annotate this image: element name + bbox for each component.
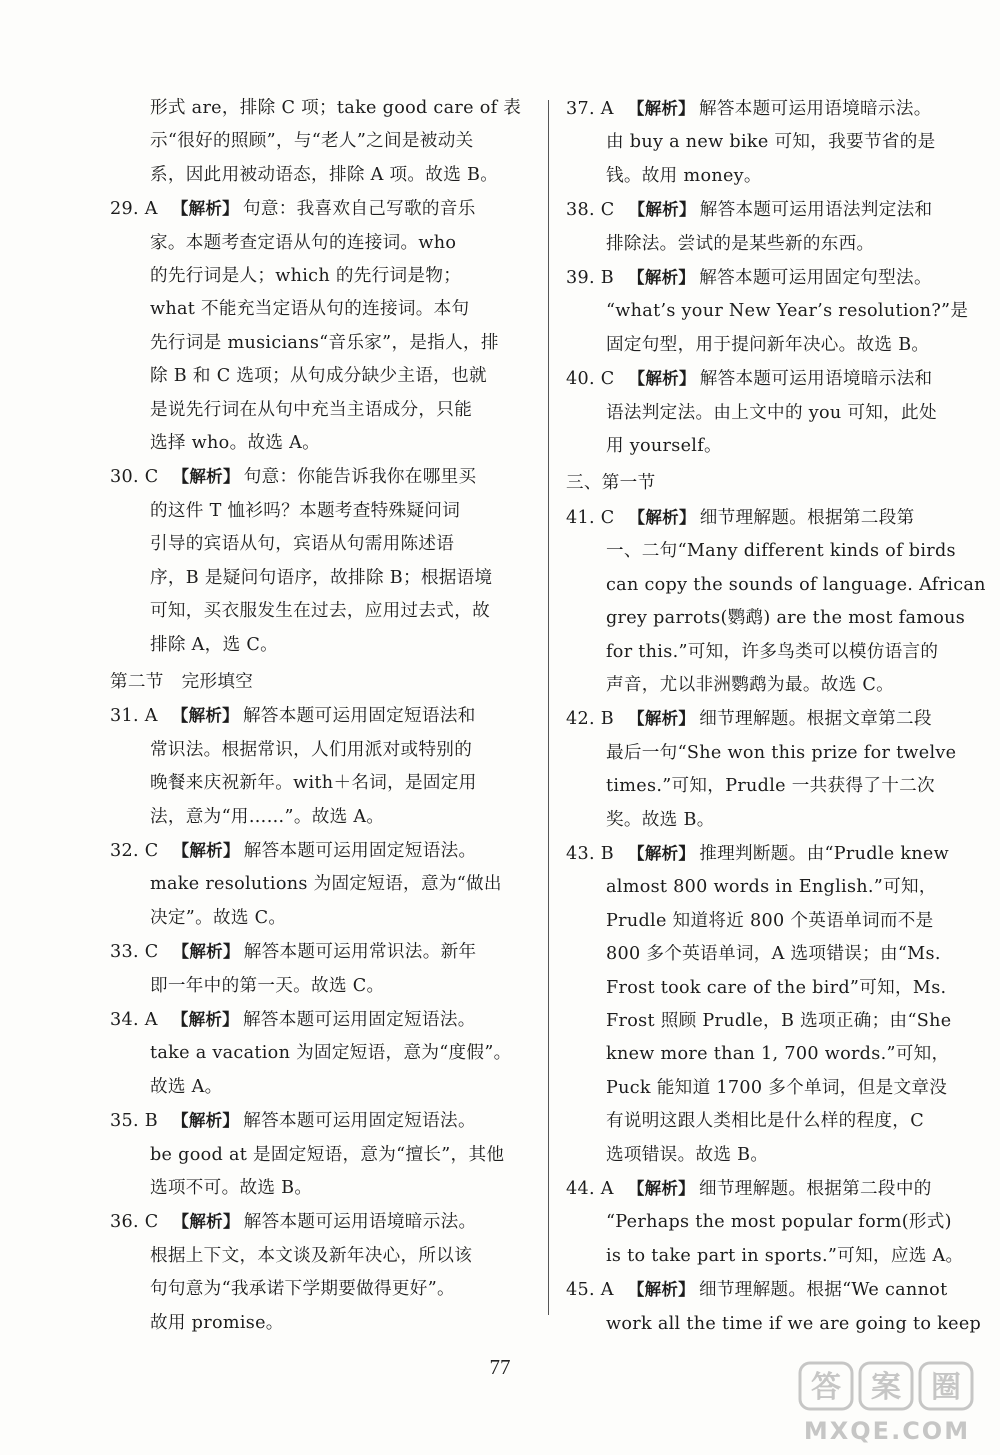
answer-first-line <box>566 1172 974 1206</box>
answer-line: 决定”。故选 C。 <box>150 907 287 928</box>
analysis-tag: 【解析】 <box>171 199 239 219</box>
answer-line: times.”可知，Prudle 一共获得了十二次 <box>606 776 935 797</box>
answer-first-line <box>566 702 974 736</box>
analysis-tag: 【解析】 <box>628 369 696 389</box>
answer-text: 解答本题可运用固定句型法。 <box>699 268 932 289</box>
answer-item <box>110 460 522 661</box>
answer-item <box>110 1104 522 1205</box>
answer-item <box>566 702 974 837</box>
answer-first-line <box>110 1003 522 1037</box>
answer-text: 细节理解题。根据“We cannot <box>698 1280 948 1301</box>
answer-item <box>566 92 974 193</box>
answer-text: 解答本题可运用常识法。新年 <box>243 942 477 963</box>
answer-line: 形式 are，排除 C 项；take good care of 表 <box>150 98 522 118</box>
answer-line: 先行词是 musicians“音乐家”，是指人，排 <box>150 332 499 353</box>
answer-line: 奖。故选 B。 <box>606 809 715 830</box>
answer-item <box>110 1205 522 1340</box>
answer-first-line <box>566 193 974 227</box>
answer-line: Puck 能知道 1700 多个单词，但是文章没 <box>606 1077 948 1098</box>
answer-line: 排除法。尝试的是某些新的东西。 <box>606 233 875 254</box>
analysis-tag: 【解析】 <box>627 1179 695 1198</box>
analysis-tag: 【解析】 <box>172 1111 240 1131</box>
answer-first-line <box>110 460 522 494</box>
answer-number: 43. B <box>566 843 615 864</box>
answer-line: 的这件 T 恤衫吗？本题考查特殊疑问词 <box>150 500 461 521</box>
answer-line: 有说明这跟人类相比是什么样的程度，C <box>606 1111 924 1132</box>
answer-line: 一、二句“Many different kinds of birds <box>606 541 956 562</box>
answer-number: 30. C <box>110 467 159 488</box>
analysis-tag: 【解析】 <box>172 467 240 487</box>
answer-first-line <box>110 1205 522 1239</box>
answer-text: 解答本题可运用语境暗示法和 <box>699 369 933 390</box>
answer-number: 42. B <box>566 709 615 730</box>
answer-line: “what’s your New Year’s resolution?”是 <box>606 301 969 322</box>
answer-item <box>566 193 974 261</box>
answer-line: grey parrots(鹦鹉) are the most famous <box>606 608 966 629</box>
answer-line: knew more than 1, 700 words.”可知， <box>606 1044 950 1065</box>
answer-line: 声音，尤以非洲鹦鹉为最。故选 C。 <box>606 674 895 695</box>
answer-first-line <box>110 935 522 969</box>
answer-text: 解答本题可运用固定短语法。 <box>243 1111 476 1132</box>
answer-text: 句意：你能告诉我你在哪里买 <box>243 467 477 488</box>
answer-number: 29. A <box>110 199 158 220</box>
answer-line: 选项不可。故选 B。 <box>150 1178 313 1198</box>
answer-line: 故用 promise。 <box>150 1312 284 1333</box>
answer-text: 细节理解题。根据第二段第 <box>699 507 915 528</box>
answer-line: 常识法。根据常识，人们用派对或特别的 <box>150 739 473 760</box>
answer-number: 33. C <box>110 942 159 963</box>
analysis-tag: 【解析】 <box>171 1009 239 1029</box>
answer-text: 推理判断题。由“Prudle knew <box>699 843 950 864</box>
answer-first-line <box>110 192 522 226</box>
answer-line: 排除 A，选 C。 <box>150 634 279 655</box>
watermark-logo <box>792 1357 982 1447</box>
answer-item <box>566 261 974 362</box>
answer-first-line <box>566 1273 974 1307</box>
answer-line: 法，意为“用……”。故选 A。 <box>150 806 385 827</box>
answer-line: for this.”可知，许多鸟类可以模仿语言的 <box>606 641 939 662</box>
answer-first-line <box>110 1104 522 1138</box>
analysis-tag: 【解析】 <box>172 1212 240 1232</box>
answer-text: 解答本题可运用固定短语法。 <box>243 840 477 861</box>
analysis-tag: 【解析】 <box>627 1280 695 1300</box>
answer-line: 语法判定法。由上文中的 you 可知，此处 <box>606 402 937 423</box>
answer-line: 示“很好的照顾”，与“老人”之间是被动关 <box>150 131 474 152</box>
answer-first-line <box>566 837 974 871</box>
answer-item <box>110 935 522 1003</box>
answer-line: 用 yourself。 <box>606 436 722 457</box>
answer-line: almost 800 words in English.”可知， <box>606 877 937 898</box>
answer-item <box>110 834 522 935</box>
left-column <box>110 92 522 1340</box>
section-heading: 三、第一节 <box>566 473 656 494</box>
answer-line: 故选 A。 <box>150 1076 223 1097</box>
page-number: 77 <box>489 1355 511 1379</box>
answer-number: 35. B <box>110 1111 159 1132</box>
answer-line: 由 buy a new bike 可知，我要节省的是 <box>606 132 936 153</box>
answer-first-line <box>110 699 522 733</box>
answer-number: 36. C <box>110 1212 159 1233</box>
answer-text: 细节理解题。根据第二段中的 <box>698 1179 932 1199</box>
answer-number: 41. C <box>566 507 615 528</box>
answer-item <box>566 501 986 702</box>
section-heading: 第二节 完形填空 <box>110 671 254 692</box>
answer-line: 除 B 和 C 选项；从句成分缺少主语，也就 <box>150 366 487 387</box>
answer-line: 句句意为“我承诺下学期要做得更好”。 <box>150 1279 455 1300</box>
answer-item <box>110 1003 522 1104</box>
svg-text:MXQE.COM: MXQE.COM <box>803 1417 971 1445</box>
answer-line: make resolutions 为固定短语，意为“做出 <box>150 874 502 895</box>
analysis-tag: 【解析】 <box>172 942 240 962</box>
answer-line: 最后一句“She won this prize for twelve <box>606 742 957 763</box>
answer-number: 39. B <box>566 268 615 289</box>
answer-line: take a vacation 为固定短语，意为“度假”。 <box>150 1043 512 1064</box>
answer-first-line <box>566 261 974 295</box>
answer-item <box>566 1172 974 1273</box>
answer-line: what 不能充当定语从句的连接词。本句 <box>150 299 470 320</box>
answer-number: 32. C <box>110 840 159 861</box>
right-column <box>566 92 986 1341</box>
answer-line: 固定句型，用于提问新年决心。故选 B。 <box>606 334 930 355</box>
answer-number: 37. A <box>566 99 614 119</box>
answer-number: 44. A <box>566 1179 614 1199</box>
svg-text:答: 答 <box>811 1370 841 1405</box>
answer-line: 即一年中的第一天。故选 C。 <box>150 975 385 996</box>
answer-line: 选择 who。故选 A。 <box>150 433 321 454</box>
answer-line: can copy the sounds of language. African <box>606 574 986 595</box>
answer-first-line <box>566 501 974 535</box>
answer-item <box>566 362 974 463</box>
analysis-tag: 【解析】 <box>628 268 696 288</box>
svg-text:案: 案 <box>871 1370 901 1405</box>
answer-number: 38. C <box>566 200 615 221</box>
analysis-tag: 【解析】 <box>628 709 696 729</box>
analysis-tag: 【解析】 <box>628 507 696 527</box>
answer-text: 解答本题可运用固定短语法和 <box>242 706 476 727</box>
answer-line: work all the time if we are going to keep <box>606 1313 982 1334</box>
answer-text: 解答本题可运用语法判定法和 <box>699 200 933 221</box>
answer-line: 根据上下文，本文谈及新年决心，所以该 <box>150 1245 473 1266</box>
answer-text: 细节理解题。根据文章第二段 <box>699 709 932 730</box>
answer-line: 是说先行词在从句中充当主语成分，只能 <box>150 399 473 420</box>
answer-number: 34. A <box>110 1009 158 1030</box>
analysis-tag: 【解析】 <box>628 843 696 863</box>
answer-first-line <box>566 362 974 396</box>
answer-line: 家。本题考查定语从句的连接词。who <box>150 232 457 253</box>
analysis-tag: 【解析】 <box>171 706 239 726</box>
answer-text: 解答本题可运用固定短语法。 <box>242 1009 476 1030</box>
answer-line: Frost took care of the bird”可知，Ms. <box>606 977 947 998</box>
analysis-tag: 【解析】 <box>628 200 696 220</box>
answer-line: be good at 是固定短语，意为“擅长”，其他 <box>150 1144 505 1165</box>
answer-number: 40. C <box>566 369 615 390</box>
answer-number: 31. A <box>110 706 158 727</box>
answer-line: 的先行词是人；which 的先行词是物； <box>150 266 462 287</box>
answer-item <box>110 192 522 460</box>
answer-number: 45. A <box>566 1280 614 1301</box>
answer-text: 解答本题可运用语境暗示法。 <box>698 99 932 119</box>
answer-item <box>566 1273 982 1341</box>
answer-line: Frost 照顾 Prudle，B 选项正确；由“She <box>606 1010 952 1031</box>
answer-first-line <box>566 92 974 126</box>
answer-line: 晚餐来庆祝新年。with＋名词，是固定用 <box>150 773 477 794</box>
answer-item <box>110 699 522 834</box>
answer-line: 可知，买衣服发生在过去，应用过去式，故 <box>150 601 490 622</box>
answer-line: is to take part in sports.”可知，应选 A。 <box>606 1245 964 1266</box>
answer-line: 钱。故用 money。 <box>606 165 762 186</box>
answer-item <box>566 837 974 1172</box>
answer-text: 解答本题可运用语境暗示法。 <box>243 1212 477 1233</box>
answer-line: Prudle 知道将近 800 个英语单词而不是 <box>606 910 934 931</box>
column-divider <box>548 100 549 1315</box>
answer-line: 800 多个英语单词，A 选项错误；由“Ms. <box>606 944 941 965</box>
svg-text:圈: 圈 <box>931 1370 961 1405</box>
answer-line: 选项错误。故选 B。 <box>606 1144 769 1165</box>
answer-text: 句意：我喜欢自己写歌的音乐 <box>242 199 476 220</box>
answer-line: 系，因此用被动语态，排除 A 项。故选 B。 <box>150 164 499 185</box>
analysis-tag: 【解析】 <box>172 840 240 860</box>
answer-first-line <box>110 834 522 868</box>
answer-line: “Perhaps the most popular form(形式) <box>606 1212 952 1233</box>
answer-line: 引导的宾语从句，宾语从句需用陈述语 <box>150 534 455 555</box>
answer-line: 序，B 是疑问句语序，故排除 B；根据语境 <box>150 567 493 588</box>
analysis-tag: 【解析】 <box>627 99 695 118</box>
